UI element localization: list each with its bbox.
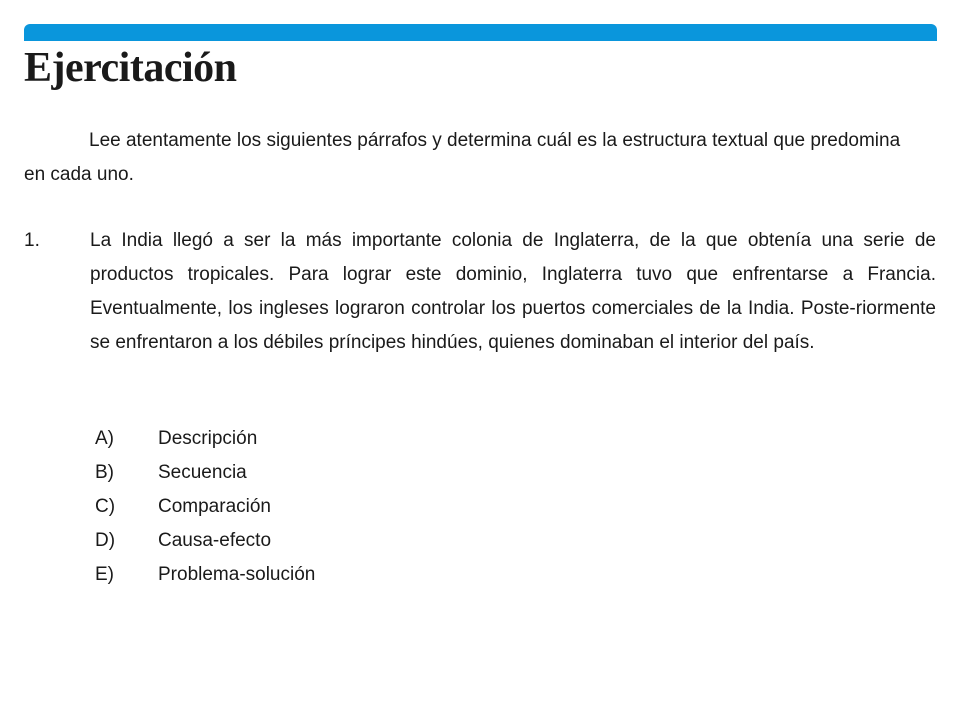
- option-letter: D): [95, 530, 116, 551]
- option-label: Causa-efecto: [158, 530, 272, 551]
- instructions-text: Lee atentamente los siguientes párrafos y determina cuál es la estructura textual que predomina en cada uno.: [24, 130, 901, 185]
- option-letter: E): [95, 564, 114, 585]
- option-letter: C): [95, 496, 116, 517]
- option-c[interactable]: [95, 490, 495, 524]
- option-letter: A): [95, 428, 114, 449]
- option-d[interactable]: [95, 524, 495, 558]
- header-accent-bar: [24, 24, 937, 41]
- option-letter: B): [95, 462, 114, 483]
- option-label: Secuencia: [158, 462, 247, 483]
- option-e[interactable]: [95, 558, 495, 592]
- option-b[interactable]: [95, 456, 495, 490]
- option-label: Problema-solución: [158, 564, 316, 585]
- question-number: 1.: [24, 230, 40, 251]
- option-label: Descripción: [158, 428, 258, 449]
- option-label: Comparación: [158, 496, 271, 517]
- page-title: Ejercitación: [24, 45, 237, 91]
- option-a[interactable]: [95, 422, 495, 456]
- answer-options: [95, 422, 495, 592]
- question-text: La India llegó a ser la más importante colonia de Inglaterra, de la que obtenía una serie de productos tropicales. Para lograr este dominio, Inglaterra tuvo que enfrentarse a Francia. Eventualmente, los ingleses lograron controlar los puertos comerciales de la India. Poste-riormente se enfrentaron a los débiles príncipes hindúes, quienes dominaban el interior del país.: [90, 230, 936, 353]
